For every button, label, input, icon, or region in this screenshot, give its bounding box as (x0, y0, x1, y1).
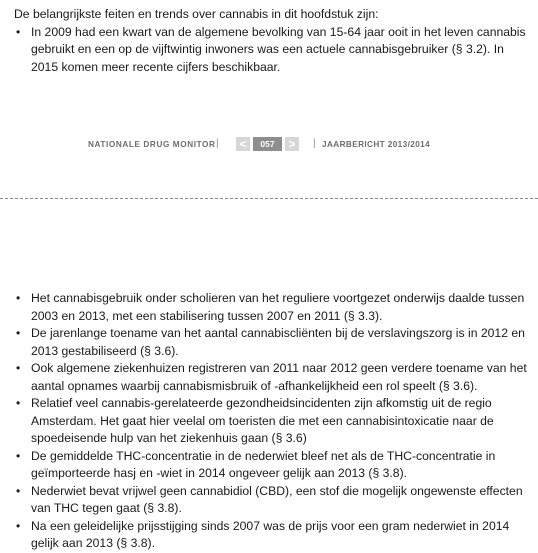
page-footer (0, 136, 538, 156)
page-break-divider (0, 198, 538, 199)
intro-section (14, 6, 532, 76)
list-item: • Ook algemene ziekenhuizen registreren van 2011 naar 2012 geen verdere toename van het aantal opnames waarbij cannabismisbruik of -afhankelijkheid een rol speelt (§ 3.6). (14, 360, 528, 395)
list-item: • De gemiddelde THC-concentratie in de nederwiet bleef net als de THC-concentratie in geïmporteerde hasj en -wiet in 2014 ongeveer gelijk aan 2013 (§ 3.8). (14, 448, 528, 483)
list-item: • Het cannabisgebruik onder scholieren van het reguliere voortgezet onderwijs daalde tussen 2003 en 2013, met een stabilisering tussen 2007 en 2011 (§ 3.3). (14, 290, 528, 325)
list-item: • Na een geleidelijke prijsstijging sinds 2007 was de prijs voor een gram nederwiet in 2014 gelijk aan 2013 (§ 3.8). (14, 518, 528, 553)
intro-heading: De belangrijkste feiten en trends over cannabis in dit hoofdstuk zijn: (14, 7, 379, 21)
report-year-label: JAARBERICHT 2013/2014 (322, 140, 431, 149)
list-item: • Nederwiet bevat vrijwel geen cannabidiol (CBD), een stof die mogelijk ongewenste effecten van THC tegen gaat (§ 3.8). (14, 483, 528, 518)
main-bullet-list (14, 290, 528, 553)
previous-page-button[interactable]: < (236, 137, 250, 151)
footer-separator: | (313, 138, 316, 149)
main-section (14, 290, 528, 553)
list-item: • In 2009 had een kwart van de algemene bevolking van 15-64 jaar ooit in het leven cannabis gebruikt en een op de vijftwintig inwoners was een actuele cannabisgebruiker (§ 3.2). In 2015 komen meer recente cijfers beschikbaar. (14, 24, 532, 77)
list-item: • De jarenlange toename van het aantal cannabiscliënten bij de verslavingszorg is in 2012 en 2013 gestabiliseerd (§ 3.6). (14, 325, 528, 360)
page-number: 057 (253, 137, 282, 151)
intro-bullet-list (14, 24, 532, 77)
list-item: • Relatief veel cannabis-gerelateerde gezondheidsincidenten zijn afkomstig uit de regio Amsterdam. Het gaat hier veelal om toeristen die met een cannabisintoxicatie naar de spoedeisende hulp van het ziekenhuis gaan (§ 3.6) (14, 395, 528, 448)
footer-separator: | (216, 138, 219, 149)
publication-title: NATIONALE DRUG MONITOR (88, 140, 216, 149)
next-page-button[interactable]: > (285, 137, 299, 151)
